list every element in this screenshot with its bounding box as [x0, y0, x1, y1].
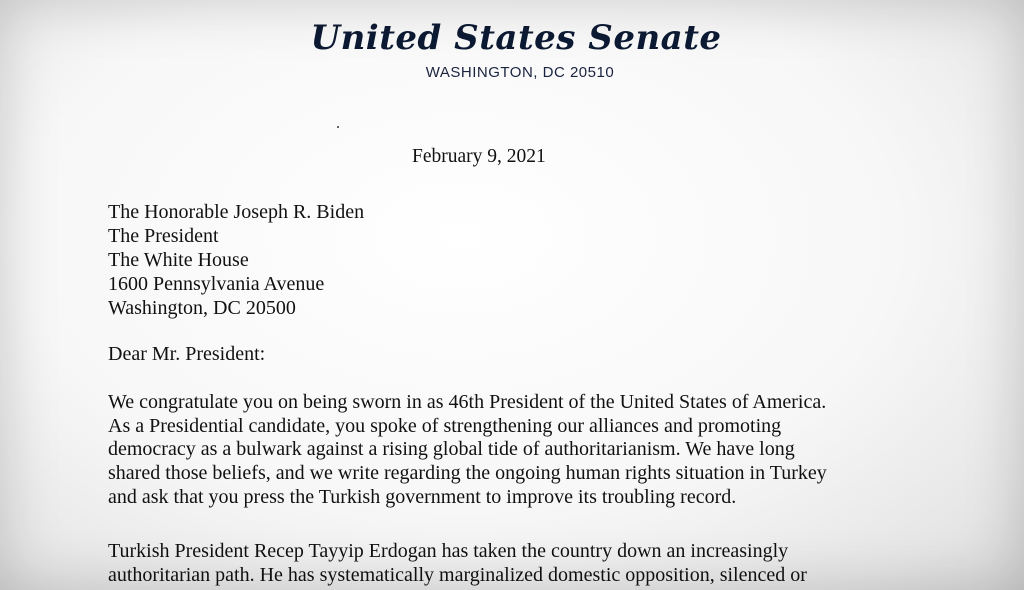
body-line: democracy as a bulwark against a rising global tide of authoritarianism. We have long — [108, 438, 795, 461]
recipient-line: The Honorable Joseph R. Biden — [108, 201, 365, 223]
body-line: As a Presidential candidate, you spoke of strengthening our alliances and promoting — [108, 414, 782, 437]
paper-speck — [337, 126, 339, 128]
letter-date: February 9, 2021 — [412, 146, 546, 167]
recipient-address — [108, 200, 364, 320]
body-line: Turkish President Recep Tayyip Erdogan has taken the country down an increasingly — [108, 540, 789, 562]
body-line: We congratulate you on being sworn in as 46th President of the United States of America. — [108, 391, 827, 413]
letterhead-city: WASHINGTON, DC 20510 — [425, 64, 615, 81]
salutation: Dear Mr. President: — [108, 343, 266, 365]
recipient-line: The President — [108, 225, 219, 247]
letterhead-title: United States Senate — [310, 18, 722, 58]
recipient-line: 1600 Pennsylvania Avenue — [108, 273, 325, 295]
body-paragraph-1 — [108, 391, 827, 510]
body-line: and ask that you press the Turkish government to improve its troubling record. — [108, 485, 737, 508]
body-paragraph-2 — [108, 540, 807, 587]
recipient-line: The White House — [108, 249, 249, 271]
body-line: authoritarian path. He has systematically marginalized domestic opposition, silenced or — [108, 563, 807, 586]
recipient-line: Washington, DC 20500 — [108, 297, 296, 319]
body-line: shared those beliefs, and we write regarding the ongoing human rights situation in Turkey — [108, 462, 827, 485]
